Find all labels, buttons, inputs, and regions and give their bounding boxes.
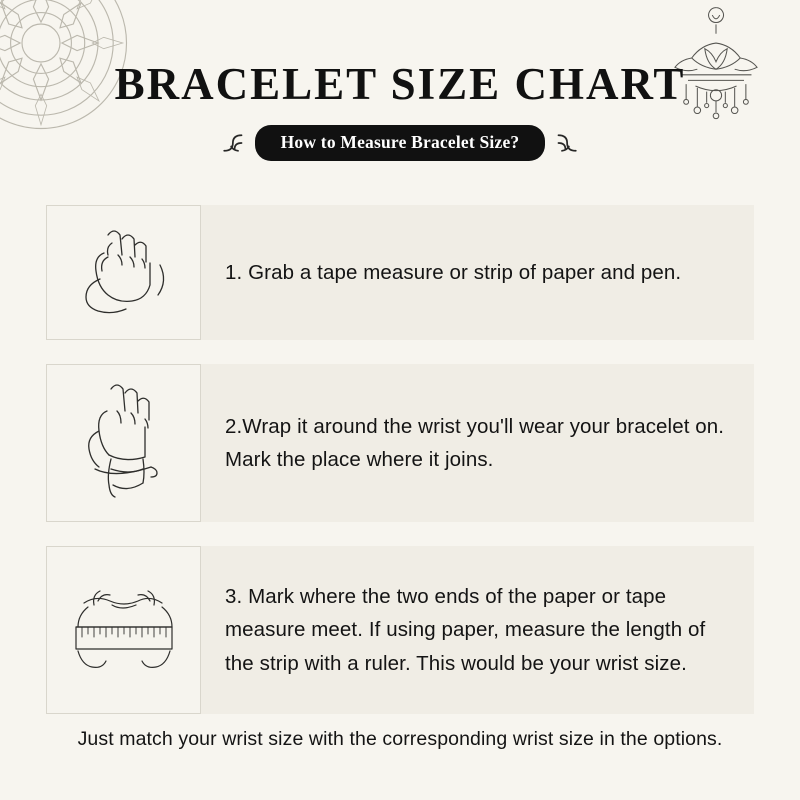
step-thumbnail	[46, 205, 201, 340]
subtitle-pill: How to Measure Bracelet Size?	[255, 125, 546, 161]
steps-list	[46, 205, 754, 738]
hands-ruler-measure-illustration	[54, 565, 194, 695]
step-thumbnail	[46, 364, 201, 522]
step-text: 1. Grab a tape measure or strip of paper and pen.	[225, 260, 682, 284]
step-text: 3. Mark where the two ends of the paper or tape measure meet. If using paper, measure the length of the strip with a ruler. This would be your wrist size.	[225, 585, 706, 675]
step-thumbnail	[46, 546, 201, 714]
flourish-icon	[555, 130, 581, 156]
list-item	[46, 364, 754, 522]
page-title: BRACELET SIZE CHART	[114, 59, 686, 109]
hand-wrist-wrap-illustration	[59, 373, 189, 513]
flourish-icon	[219, 130, 245, 156]
footer-note: Just match your wrist size with the corresponding wrist size in the options.	[77, 728, 723, 750]
list-item	[46, 205, 754, 340]
subtitle-row	[0, 125, 800, 161]
hand-fist-tape-illustration	[64, 213, 184, 333]
list-item	[46, 546, 754, 714]
step-text: 2.Wrap it around the wrist you'll wear your bracelet on. Mark the place where it joins.	[225, 414, 725, 471]
